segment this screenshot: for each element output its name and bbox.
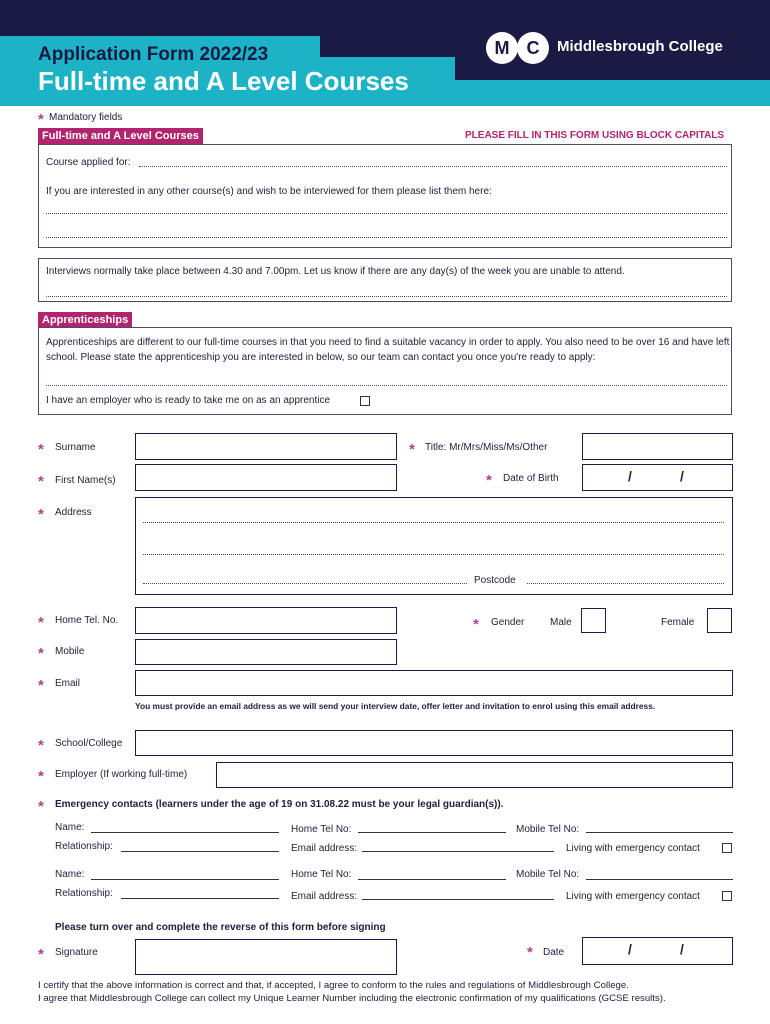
- required-star-icon: *: [473, 616, 479, 633]
- required-star-icon: *: [38, 473, 44, 490]
- interviews-field[interactable]: [46, 296, 727, 297]
- contact2-name-field[interactable]: [91, 879, 279, 880]
- address-line-3: [143, 583, 467, 584]
- apprenticeship-field[interactable]: [46, 385, 727, 386]
- home-tel-input[interactable]: [135, 607, 397, 634]
- mandatory-note: Mandatory fields: [49, 112, 123, 123]
- contact1-home-tel-field[interactable]: [358, 832, 506, 833]
- email-label: Email: [55, 678, 81, 689]
- contact2-name-label: Name:: [55, 869, 85, 880]
- contact2-email-label: Email address:: [291, 891, 358, 902]
- date-label: Date: [543, 947, 565, 958]
- required-star-icon: *: [38, 677, 44, 694]
- course-applied-label: Course applied for:: [46, 157, 131, 168]
- signature-input[interactable]: [135, 939, 397, 975]
- course-applied-field[interactable]: [139, 166, 727, 167]
- address-label: Address: [55, 507, 92, 518]
- contact1-name-field[interactable]: [91, 832, 279, 833]
- first-name-input[interactable]: [135, 464, 397, 491]
- gender-male-label: Male: [550, 617, 572, 628]
- dob-input[interactable]: [582, 464, 733, 491]
- contact2-living-label: Living with emergency contact: [566, 891, 700, 902]
- required-star-icon: *: [486, 472, 492, 489]
- dob-slash-1: /: [628, 468, 632, 484]
- header-teal-block: [455, 80, 770, 106]
- employer-ready-checkbox[interactable]: [360, 396, 370, 406]
- address-input[interactable]: [135, 497, 733, 595]
- contact2-relationship-field[interactable]: [121, 898, 279, 899]
- contact2-mobile-label: Mobile Tel No:: [516, 869, 580, 880]
- contact2-email-field[interactable]: [362, 899, 554, 900]
- required-star-icon: *: [409, 441, 415, 458]
- gender-female-label: Female: [661, 617, 695, 628]
- apprenticeships-text: Apprenticeships are different to our full-time courses in that you need to find a suitable vacancy in order to apply. You also need to be over 16 and have left school. Please state the apprenticeship you are interested in below, so our team can contact you once you're ready to apply:: [46, 337, 730, 363]
- contact1-home-tel-label: Home Tel No:: [291, 824, 352, 835]
- required-star-icon: *: [38, 768, 44, 785]
- signature-label: Signature: [55, 947, 98, 958]
- other-courses-line-2[interactable]: [46, 237, 727, 238]
- email-input[interactable]: [135, 670, 733, 696]
- gender-female-checkbox[interactable]: [707, 608, 732, 633]
- required-star-icon: *: [38, 946, 44, 963]
- interviews-text: Interviews normally take place between 4.30 and 7.00pm. Let us know if there are any day(s) of the week you are unable to attend.: [46, 266, 625, 277]
- required-star-icon: *: [38, 506, 44, 523]
- employer-label: Employer (If working full-time): [55, 769, 188, 780]
- block-capitals-note: PLEASE FILL IN THIS FORM USING BLOCK CAPITALS: [465, 130, 725, 141]
- other-courses-label: If you are interested in any other course(s) and wish to be interviewed for them please list them here:: [46, 186, 492, 197]
- dob-slash-2: /: [680, 468, 684, 484]
- required-star-icon: *: [38, 798, 44, 815]
- postcode-field[interactable]: [527, 583, 724, 584]
- contact1-living-label: Living with emergency contact: [566, 843, 700, 854]
- first-name-label: First Name(s): [55, 475, 116, 486]
- address-line-1: [143, 522, 724, 523]
- college-name: Middlesbrough College: [557, 38, 723, 55]
- mandatory-star-icon: *: [38, 111, 44, 128]
- surname-input[interactable]: [135, 433, 397, 460]
- dob-label: Date of Birth: [503, 473, 559, 484]
- date-slash-2: /: [680, 941, 684, 957]
- date-input[interactable]: [582, 937, 733, 965]
- contact2-living-checkbox[interactable]: [722, 891, 732, 901]
- employer-input[interactable]: [216, 762, 733, 788]
- contact2-home-tel-field[interactable]: [358, 879, 506, 880]
- section-tag-courses: Full-time and A Level Courses: [38, 128, 203, 144]
- required-star-icon: *: [527, 944, 533, 961]
- logo-m-icon: M: [486, 32, 518, 64]
- section-tag-apprenticeships: Apprenticeships: [38, 312, 132, 328]
- email-note: You must provide an email address as we will send your interview date, offer letter and invitation to enrol using this email address.: [135, 701, 656, 711]
- contact2-relationship-label: Relationship:: [55, 888, 113, 899]
- certify-text-1: I certify that the above information is correct and that, if accepted, I agree to conform to the rules and regulations of Middlesbrough College.: [38, 980, 629, 991]
- gender-male-checkbox[interactable]: [581, 608, 606, 633]
- mobile-input[interactable]: [135, 639, 397, 665]
- logo-c-icon: C: [517, 32, 549, 64]
- certify-text-2: I agree that Middlesbrough College can collect my Unique Learner Number including the electronic confirmation of my qualifications (GCSE results).: [38, 993, 666, 1004]
- contact1-email-field[interactable]: [362, 851, 554, 852]
- title-label: Title: Mr/Mrs/Miss/Ms/Other: [425, 442, 548, 453]
- contact1-relationship-field[interactable]: [121, 851, 279, 852]
- contact1-name-label: Name:: [55, 822, 85, 833]
- required-star-icon: *: [38, 645, 44, 662]
- required-star-icon: *: [38, 737, 44, 754]
- address-line-2: [143, 554, 724, 555]
- contact1-living-checkbox[interactable]: [722, 843, 732, 853]
- required-star-icon: *: [38, 614, 44, 631]
- home-tel-label: Home Tel. No.: [55, 615, 119, 626]
- form-subtitle: Application Form 2022/23: [38, 44, 269, 65]
- emergency-heading: Emergency contacts (learners under the age of 19 on 31.08.22 must be your legal guardian(s)).: [55, 799, 504, 810]
- postcode-label: Postcode: [474, 575, 516, 586]
- gender-label: Gender: [491, 617, 525, 628]
- date-slash-1: /: [628, 941, 632, 957]
- school-input[interactable]: [135, 730, 733, 756]
- surname-label: Surname: [55, 442, 96, 453]
- school-label: School/College: [55, 738, 123, 749]
- contact1-relationship-label: Relationship:: [55, 841, 113, 852]
- employer-ready-label: I have an employer who is ready to take me on as an apprentice: [46, 395, 331, 406]
- contact2-mobile-field[interactable]: [586, 879, 733, 880]
- mobile-label: Mobile: [55, 646, 85, 657]
- title-input[interactable]: [582, 433, 733, 460]
- form-title: Full-time and A Level Courses: [38, 66, 409, 96]
- required-star-icon: *: [38, 441, 44, 458]
- other-courses-line-1[interactable]: [46, 213, 727, 214]
- turn-over-note: Please turn over and complete the reverse of this form before signing: [55, 922, 386, 933]
- contact1-mobile-label: Mobile Tel No:: [516, 824, 580, 835]
- contact1-email-label: Email address:: [291, 843, 358, 854]
- contact1-mobile-field[interactable]: [586, 832, 733, 833]
- contact2-home-tel-label: Home Tel No:: [291, 869, 352, 880]
